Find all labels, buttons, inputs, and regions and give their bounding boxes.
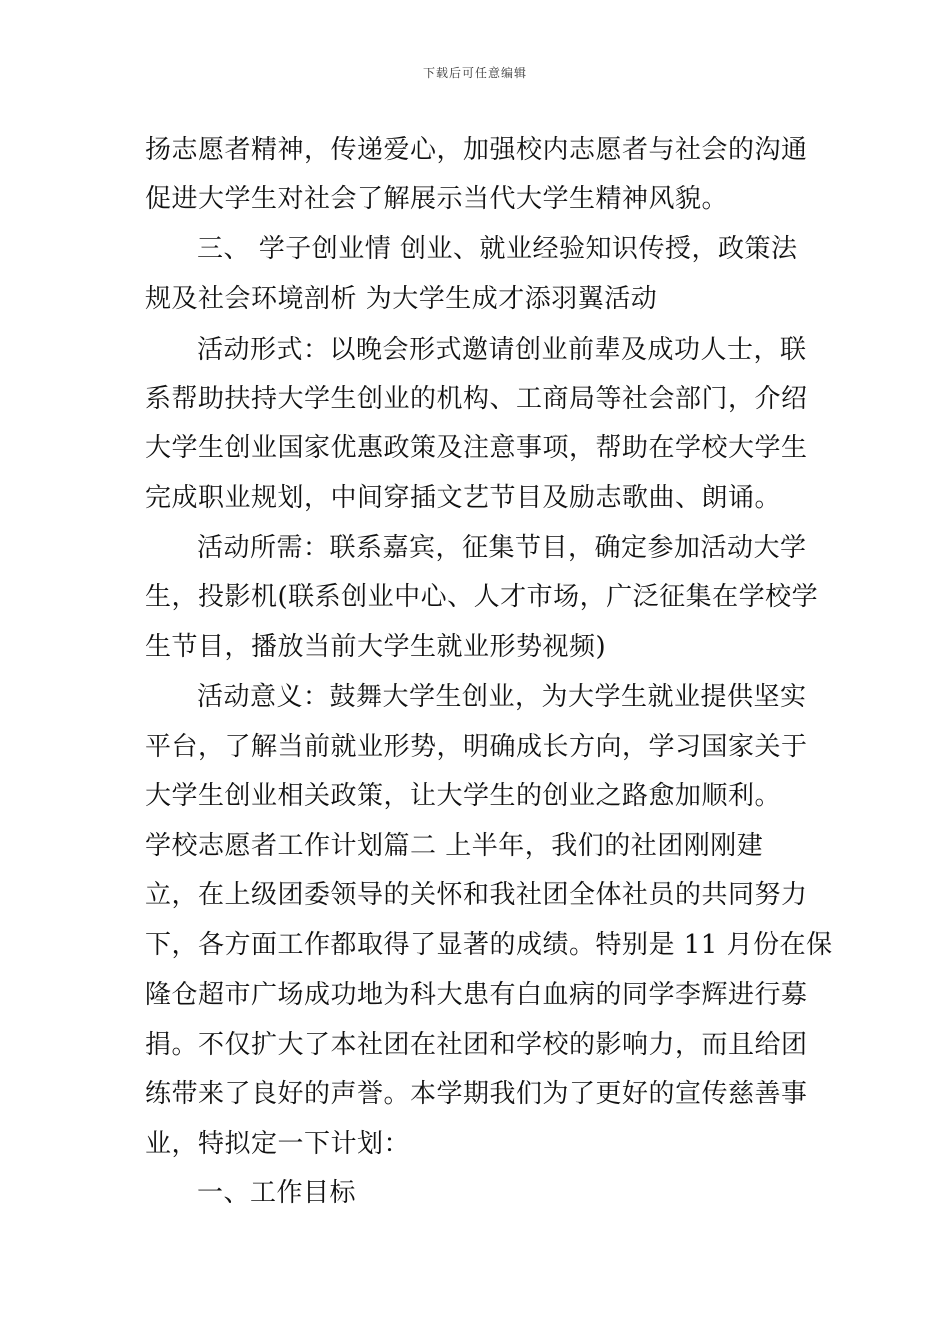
- text-line: 活动所需：联系嘉宾，征集节目，确定参加活动大学: [197, 533, 807, 563]
- text-line: 学校志愿者工作计划篇二 上半年，我们的社团刚刚建: [145, 831, 764, 861]
- text-line: 系帮助扶持大学生创业的机构、工商局等社会部门，介绍: [145, 384, 808, 414]
- text-line: 完成职业规划，中间穿插文艺节目及励志歌曲、朗诵。: [145, 483, 782, 513]
- text-line: 促进大学生对社会了解展示当代大学生精神风貌。: [145, 184, 729, 214]
- text-line: 平台，了解当前就业形势，明确成长方向，学习国家关于: [145, 732, 808, 762]
- text-line: 隆仓超市广场成功地为科大患有白血病的同学李辉进行募: [145, 980, 808, 1010]
- page-header: 下载后可任意编辑: [422, 66, 527, 80]
- text-line: 捐。不仅扩大了本社团在社团和学校的影响力，而且给团: [145, 1030, 808, 1060]
- text-line: 大学生创业国家优惠政策及注意事项，帮助在学校大学生: [145, 433, 808, 463]
- text-line: 扬志愿者精神，传递爱心，加强校内志愿者与社会的沟通: [145, 135, 808, 165]
- text-line: 活动形式：以晚会形式邀请创业前辈及成功人士，联: [197, 335, 807, 365]
- text-line: 业，特拟定一下计划：: [145, 1129, 411, 1159]
- text-line: 生，投影机(联系创业中心、人才市场，广泛征集在学校学: [145, 582, 819, 612]
- text-line: 大学生创业相关政策，让大学生的创业之路愈加顺利。: [145, 781, 782, 811]
- text-line: 生节目，播放当前大学生就业形势视频): [145, 632, 607, 662]
- text-line: 立，在上级团委领导的关怀和我社团全体社员的共同努力: [145, 880, 808, 910]
- text-line: 练带来了良好的声誉。本学期我们为了更好的宣传慈善事: [145, 1079, 808, 1109]
- text-line: 一、工作目标: [197, 1178, 357, 1208]
- text-line: 活动意义：鼓舞大学生创业，为大学生就业提供坚实: [197, 682, 807, 712]
- text-line: 规及社会环境剖析 为大学生成才添羽翼活动: [145, 284, 658, 314]
- text-line: 三、 学子创业情 创业、就业经验知识传授，政策法: [197, 234, 798, 264]
- text-line: 下，各方面工作都取得了显著的成绩。特别是 11 月份在保: [145, 930, 833, 960]
